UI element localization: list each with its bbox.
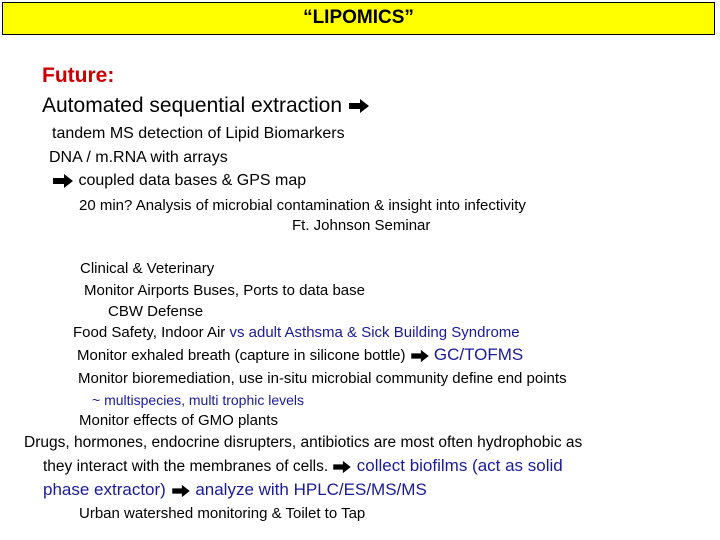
right-arrow-icon (171, 484, 191, 498)
right-arrow-icon (410, 349, 430, 363)
line-gmo-plants: Monitor effects of GMO plants (79, 412, 278, 429)
line-clinical: Clinical & Veterinary (80, 260, 215, 277)
line-automated-extraction (42, 94, 370, 118)
line-text: Monitor exhaled breath (capture in silicone bottle) (77, 347, 406, 364)
line-text-blue: GC/TOFMS (433, 345, 524, 364)
heading-future: Future: (42, 64, 115, 87)
line-multispecies: ~ multispecies, multi trophic levels (92, 392, 305, 408)
right-arrow-icon (52, 173, 74, 189)
line-20-min-analysis: 20 min? Analysis of microbial contamination & insight into infectivity (79, 197, 526, 214)
line-membranes (43, 456, 563, 477)
right-arrow-icon (332, 460, 352, 474)
line-cbw-defense: CBW Defense (108, 303, 204, 320)
line-phase-extractor (43, 480, 427, 500)
line-text-blue: analyze with HPLC/ES/MS/MS (195, 480, 427, 499)
line-exhaled-breath (77, 345, 523, 366)
line-drugs-hormones: Drugs, hormones, endocrine disrupters, antibiotics are most often hydrophobic as (24, 434, 583, 451)
slide-title: “LIPOMICS” (2, 2, 715, 35)
line-seminar: Ft. Johnson Seminar (292, 217, 431, 234)
line-text-blue: collect biofilms (act as solid (356, 456, 563, 475)
line-monitor-airports: Monitor Airports Buses, Ports to data base (84, 282, 365, 299)
line-text: coupled data bases & GPS map (78, 172, 307, 189)
line-text-blue: vs adult Asthsma & Sick Building Syndrome (229, 324, 520, 341)
line-coupled-databases (52, 171, 306, 191)
right-arrow-icon (348, 98, 370, 114)
line-bioremediation: Monitor bioremediation, use in-situ microbial community define end points (78, 370, 567, 387)
line-text-blue: phase extractor) (43, 480, 166, 499)
line-dna-mrna: DNA / m.RNA with arrays (49, 149, 228, 166)
line-text: Food Safety, Indoor Air (73, 324, 226, 341)
line-tandem-ms: tandem MS detection of Lipid Biomarkers (52, 125, 345, 142)
line-text: they interact with the membranes of cells. (43, 458, 329, 475)
line-urban-watershed: Urban watershed monitoring & Toilet to Tap (79, 505, 366, 522)
line-text: Automated sequential extraction (42, 94, 343, 117)
line-food-safety (73, 323, 520, 343)
